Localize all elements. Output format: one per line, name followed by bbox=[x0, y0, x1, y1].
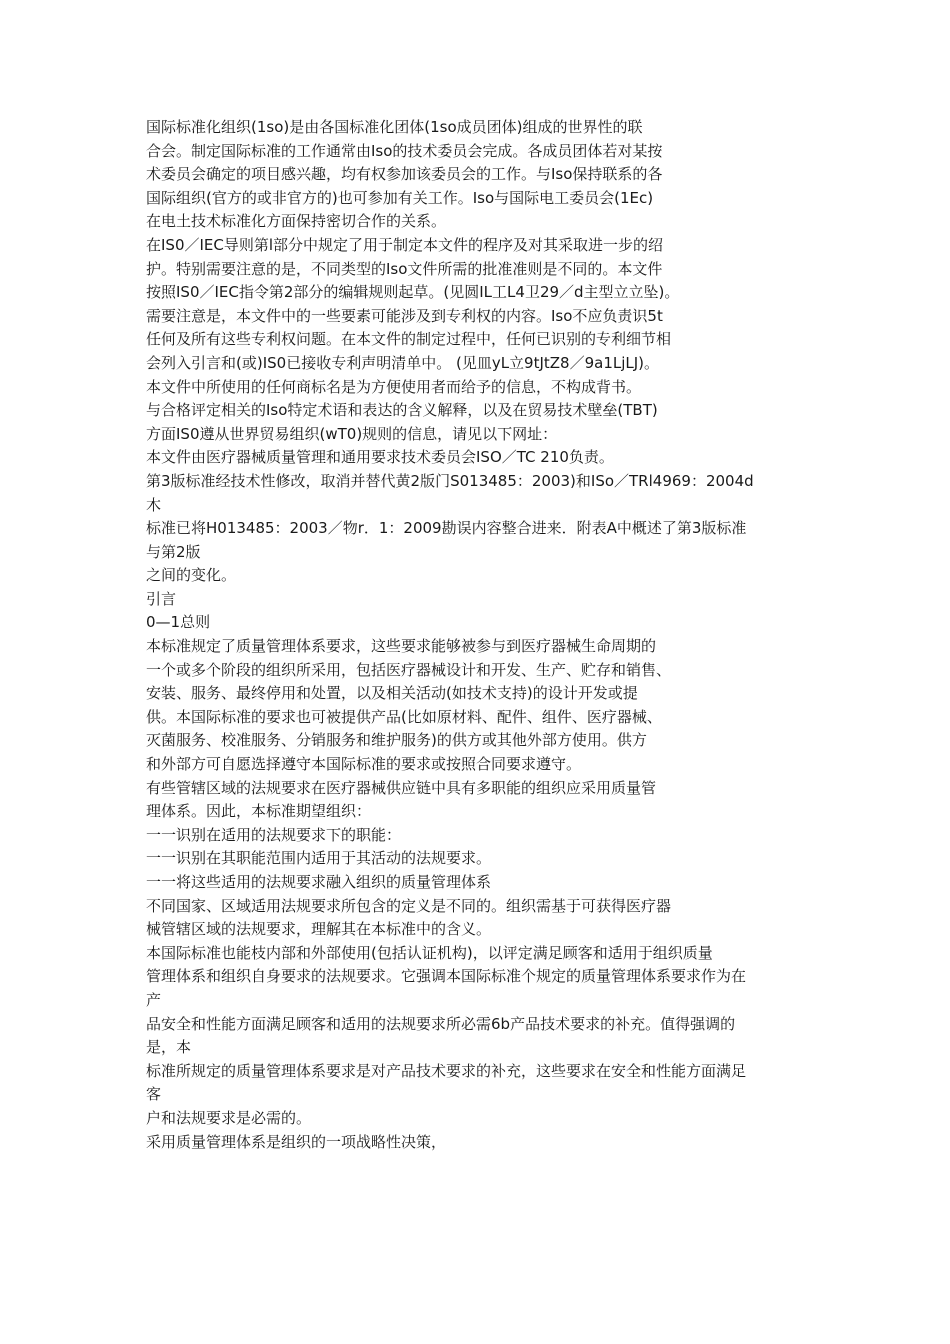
section-heading-introduction: 引言 bbox=[146, 589, 177, 608]
text-line: 在电土技术标准化方面保持密切合作的关系。 bbox=[146, 212, 447, 231]
text-line: 本国际标准也能枝内部和外部使用(包括认证机构)，以评定满足顾客和适用于组织质量 bbox=[146, 943, 713, 962]
text-line: 户和法规要求是必需的。 bbox=[146, 1108, 312, 1127]
text-line: 国际标准化组织(1so)是由各国标准化团体(1so成员团体)组成的世界性的联 bbox=[146, 118, 643, 136]
text-line: 和外部方可自愿选择遵守本国际标准的要求或按照合同要求遵守。 bbox=[146, 755, 582, 774]
text-line: 本标准规定了质量管理体系要求，这些要求能够被参与到医疗器械生命周期的 bbox=[146, 637, 657, 656]
text-line: 有些管辖区域的法规要求在医疗器械供应链中具有多职能的组织应采用质量管 bbox=[146, 778, 657, 797]
text-line: 木 bbox=[146, 495, 162, 514]
list-item: 一一将这些适用的法规要求融入组织的质量管理体系 bbox=[146, 873, 492, 891]
text-line: 第3版标准经技术性修改，取消并替代黄2版门S013485：2003)和ISo／TRl4969：2004d bbox=[146, 471, 754, 490]
text-line: 灭菌服务、校准服务、分销服务和维护服务)的供方或其他外部方使用。供方 bbox=[146, 731, 647, 750]
text-line: 供。本国际标准的要求也可被提供产品(比如原材料、配件、组件、医疗器械、 bbox=[146, 707, 662, 726]
text-line: 会列入引言和(或)IS0已接收专利声明清单中。 (见皿yL立9tJtZ8／9a1LjLJ)。 bbox=[146, 353, 660, 372]
text-line: 械管辖区域的法规要求，理解其在本标准中的含义。 bbox=[146, 920, 492, 939]
list-item: 一一识别在适用的法规要求下的职能： bbox=[146, 825, 402, 844]
text-line: 标准已将H013485：2003／物r．1：2009勘误内容整合进来．附表A中概述了第3版标准 bbox=[146, 519, 747, 538]
text-line: 安装、服务、最终停用和处置，以及相关活动(如技术支持)的设计开发或提 bbox=[146, 684, 638, 703]
section-heading-general: 0—1总则 bbox=[146, 613, 211, 632]
text-line: 采用质量管理体系是组织的一项战略性决策， bbox=[146, 1132, 447, 1151]
text-line: 术委员会确定的项目感兴趣，均有权参加该委员会的工作。与Iso保持联系的各 bbox=[146, 165, 663, 184]
text-line: 护。特别需要注意的是，不同类型的Iso文件所需的批准准则是不同的。本文件 bbox=[146, 259, 663, 278]
text-line: 一个或多个阶段的组织所采用，包括医疗器械设计和开发、生产、贮存和销售、 bbox=[146, 660, 672, 679]
text-line: 管理体系和组织自身要求的法规要求。它强调本国际标准个规定的质量管理体系要求作为在 bbox=[146, 967, 747, 986]
text-line: 理体系。因此，本标准期望组织： bbox=[146, 802, 372, 821]
text-line: 与合格评定相关的Iso特定术语和表达的含义解释，以及在贸易技术壁垒(TBT) bbox=[146, 401, 658, 420]
text-line: 是，本 bbox=[146, 1038, 192, 1057]
text-line: 与第2版 bbox=[146, 542, 201, 561]
text-line: 产 bbox=[146, 990, 162, 1009]
text-line: 需要注意是，本文件中的一些要素可能涉及到专利权的内容。Iso不应负责识5t bbox=[146, 306, 663, 325]
text-line: 方面IS0遵从世界贸易组织(wT0)规则的信息，请见以下网址： bbox=[146, 424, 558, 443]
text-line: 不同国家、区域适用法规要求所包含的定义是不同的。组织需基于可获得医疗器 bbox=[146, 896, 672, 915]
document-page bbox=[146, 116, 814, 1154]
text-line: 之间的变化。 bbox=[146, 566, 237, 585]
text-line: 任何及所有这些专利权问题。在本文件的制定过程中，任何已识别的专利细节相 bbox=[146, 330, 672, 349]
text-line: 按照IS0／IEC指令第2部分的编辑规则起草。(见圆IL工L4卫29／d主型立立坠)。 bbox=[146, 283, 680, 302]
text-line: 本文件由医疗器械质量管理和通用要求技术委员会ISO／TC 210负责。 bbox=[146, 448, 614, 467]
text-line: 客 bbox=[146, 1085, 162, 1104]
text-line: 品安全和性能方面满足顾客和适用的法规要求所必需6b产品技术要求的补充。值得强调的 bbox=[146, 1014, 736, 1033]
text-line: 国际组织(官方的或非官方的)也可参加有关工作。Iso与国际电工委员会(1Ec) bbox=[146, 188, 654, 207]
list-item: 一一识别在其职能范围内适用于其活动的法规要求。 bbox=[146, 849, 492, 868]
text-line: 合会。制定国际标准的工作通常由Iso的技术委员会完成。各成员团体若对某按 bbox=[146, 141, 663, 160]
text-line: 在IS0／IEC导则第l部分中规定了用于制定本文件的程序及对其采取进一步的绍 bbox=[146, 235, 664, 254]
text-line: 标准所规定的质量管理体系要求是对产品技术要求的补充，这些要求在安全和性能方面满足 bbox=[146, 1061, 747, 1080]
text-line: 本文件中所使用的任何商标名是为方便使用者而给予的信息，不构成背书。 bbox=[146, 377, 642, 396]
